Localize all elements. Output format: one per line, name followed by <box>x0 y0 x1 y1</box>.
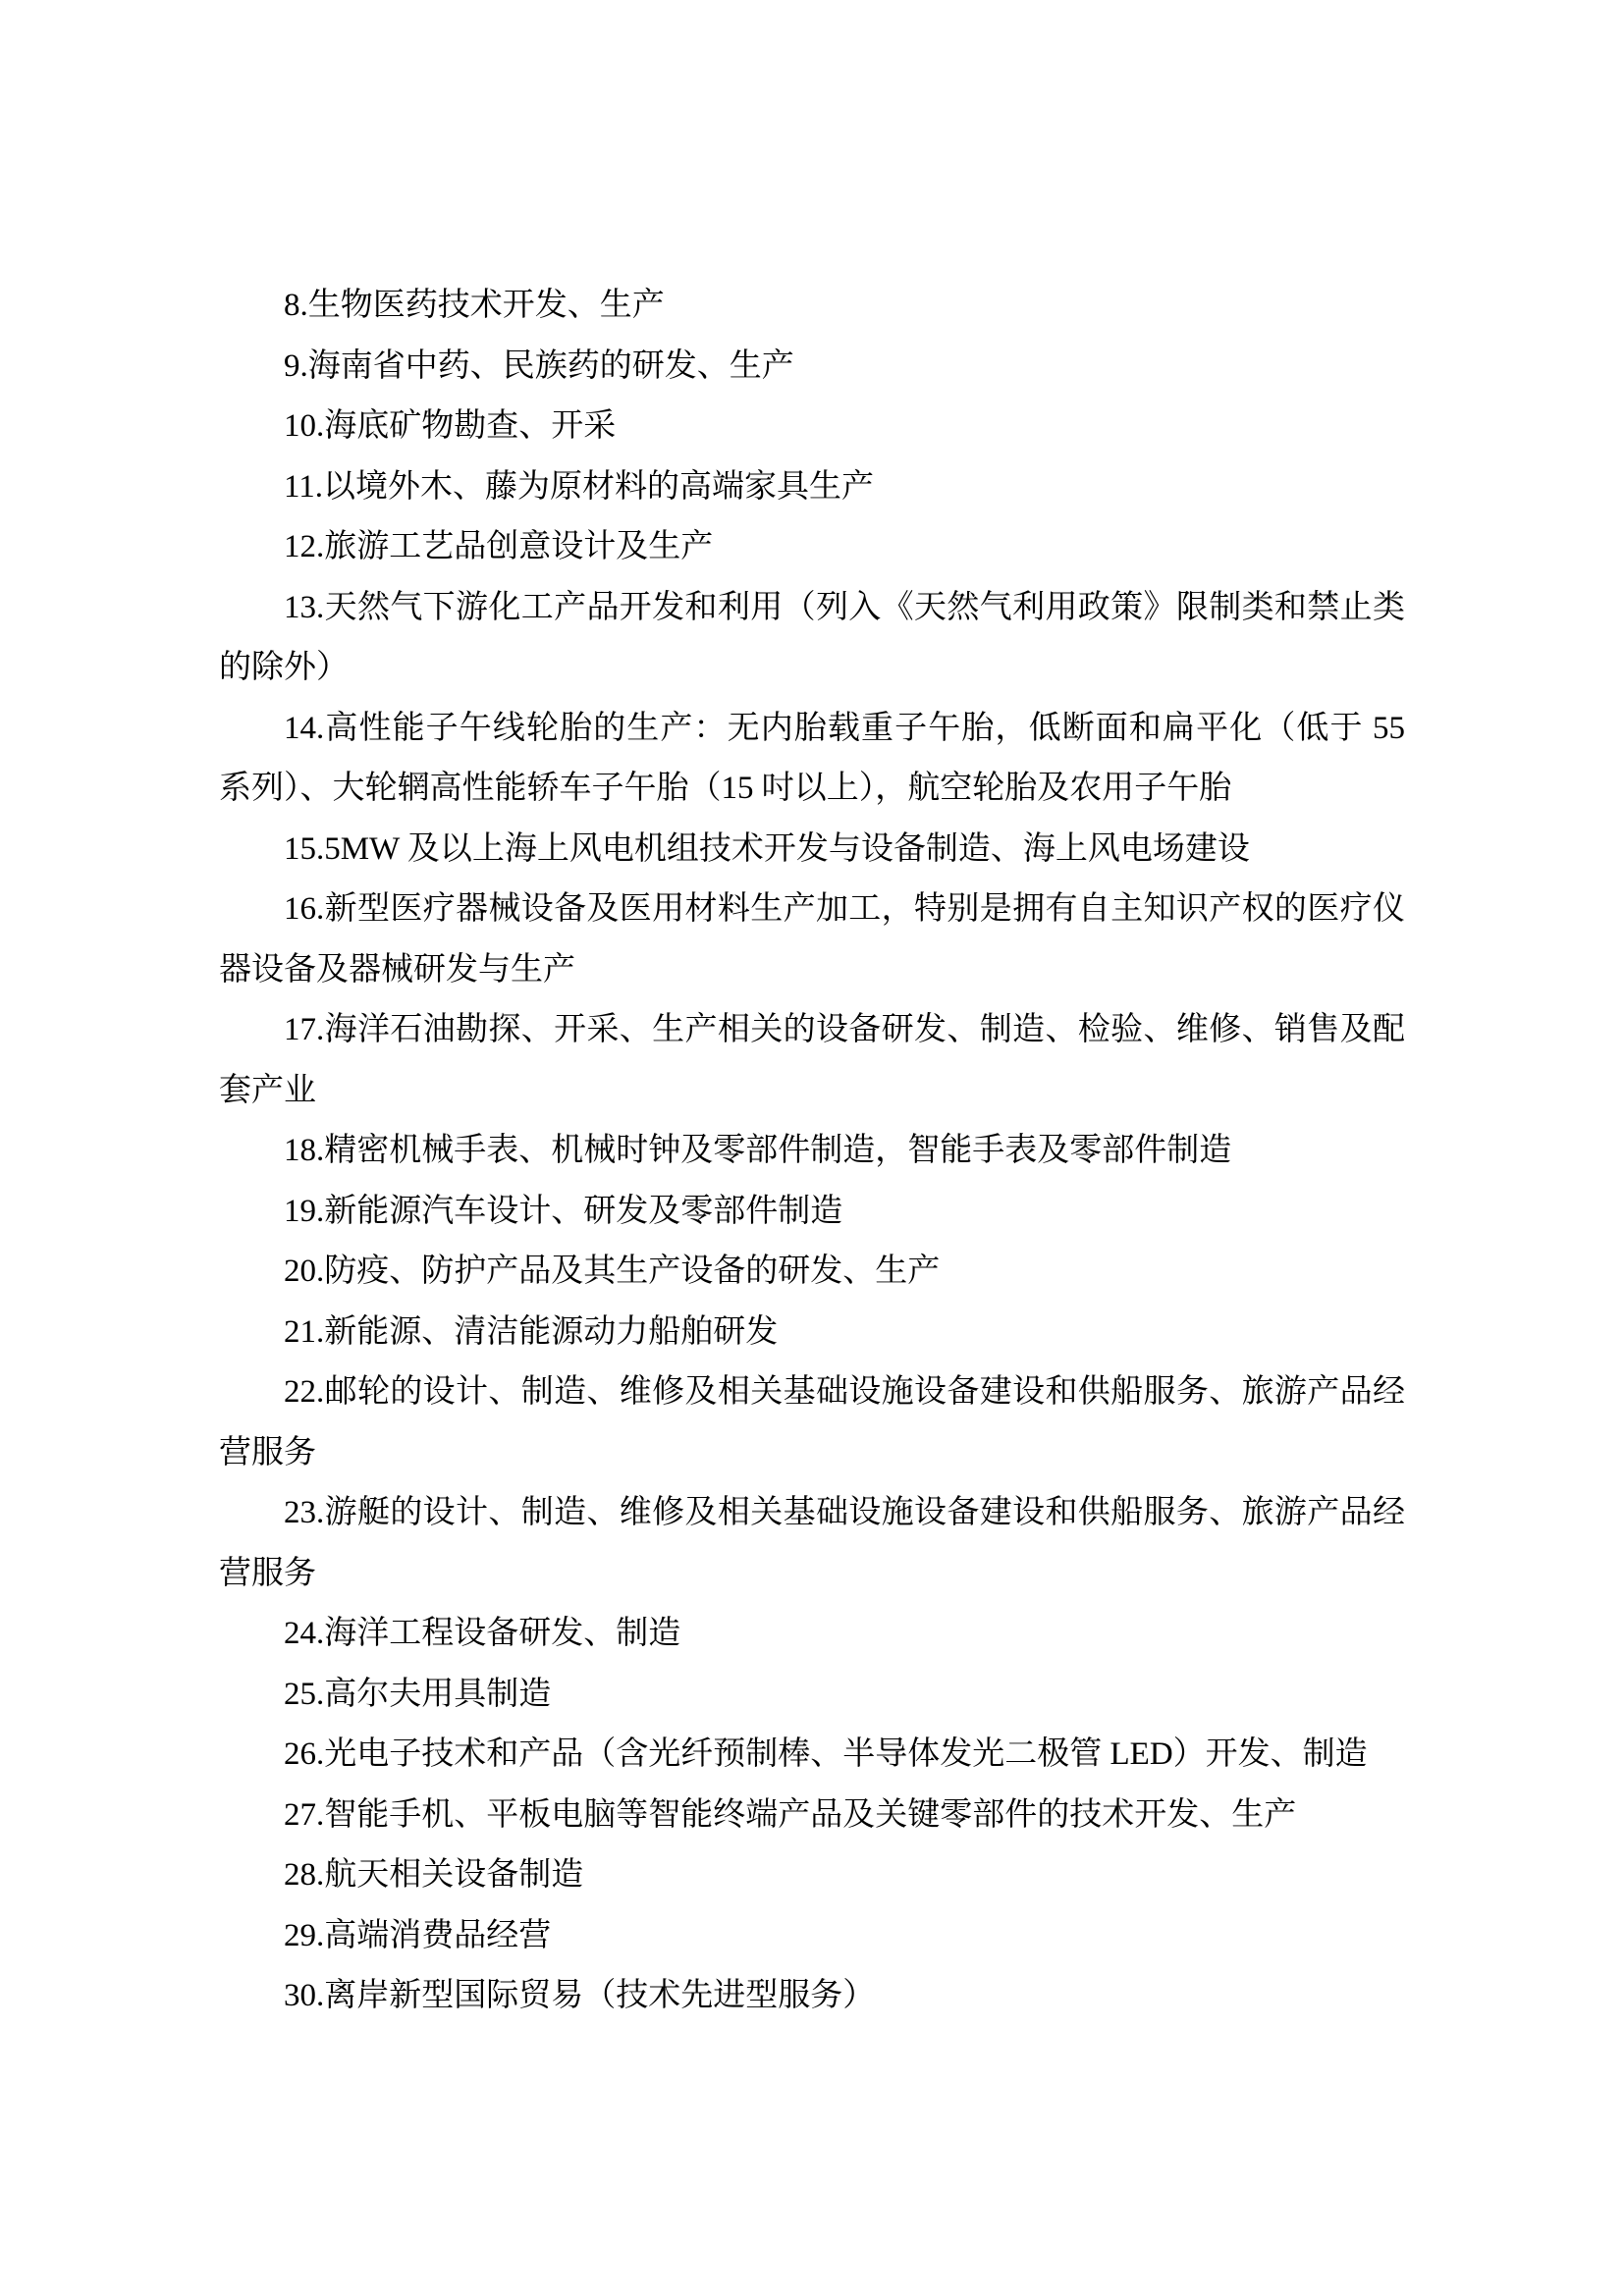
list-item-14: 14.高性能子午线轮胎的生产：无内胎载重子午胎，低断面和扁平化（低于 55 系列）、大轮辋高性能轿车子午胎（15 吋以上），航空轮胎及农用子午胎 <box>219 710 1405 806</box>
list-item-23: 23.游艇的设计、制造、维修及相关基础设施设备建设和供船服务、旅游产品经营服务 <box>219 1495 1405 1591</box>
list-item-18: 18.精密机械手表、机械时钟及零部件制造，智能手表及零部件制造 <box>284 1133 1232 1168</box>
list-item-20: 20.防疫、防护产品及其生产设备的研发、生产 <box>284 1254 941 1289</box>
list-item-16: 16.新型医疗器械设备及医用材料生产加工，特别是拥有自主知识产权的医疗仪器设备及器械研发与生产 <box>219 891 1405 988</box>
list-item-27: 27.智能手机、平板电脑等智能终端产品及关键零部件的技术开发、生产 <box>284 1796 1297 1833</box>
list-item-29: 29.高端消费品经营 <box>284 1917 552 1953</box>
list-item-28: 28.航天相关设备制造 <box>284 1857 584 1893</box>
list-item-30: 30.离岸新型国际贸易（技术先进型服务） <box>284 1978 876 2013</box>
list-item-17: 17.海洋石油勘探、开采、生产相关的设备研发、制造、检验、维修、销售及配套产业 <box>219 1012 1405 1108</box>
list-item-12: 12.旅游工艺品创意设计及生产 <box>284 529 714 564</box>
list-item-21: 21.新能源、清洁能源动力船舶研发 <box>284 1313 779 1350</box>
list-item-25: 25.高尔夫用具制造 <box>284 1676 552 1712</box>
list-item-19: 19.新能源汽车设计、研发及零部件制造 <box>284 1193 843 1229</box>
list-item-26: 26.光电子技术和产品（含光纤预制棒、半导体发光二极管 LED）开发、制造 <box>284 1736 1368 1772</box>
list-item-22: 22.邮轮的设计、制造、维修及相关基础设施设备建设和供船服务、旅游产品经营服务 <box>219 1374 1405 1470</box>
list-item-8: 8.生物医药技术开发、生产 <box>284 288 665 323</box>
list-item-15: 15.5MW 及以上海上风电机组技术开发与设备制造、海上风电场建设 <box>284 830 1250 867</box>
list-item-9: 9.海南省中药、民族药的研发、生产 <box>284 347 794 384</box>
list-item-24: 24.海洋工程设备研发、制造 <box>284 1616 681 1651</box>
list-item-10: 10.海底矿物勘查、开采 <box>284 408 617 444</box>
list-item-13: 13.天然气下游化工产品开发和利用（列入《天然气利用政策》限制类和禁止类的除外） <box>219 589 1405 685</box>
list-item-11: 11.以境外木、藤为原材料的高端家具生产 <box>284 468 875 505</box>
